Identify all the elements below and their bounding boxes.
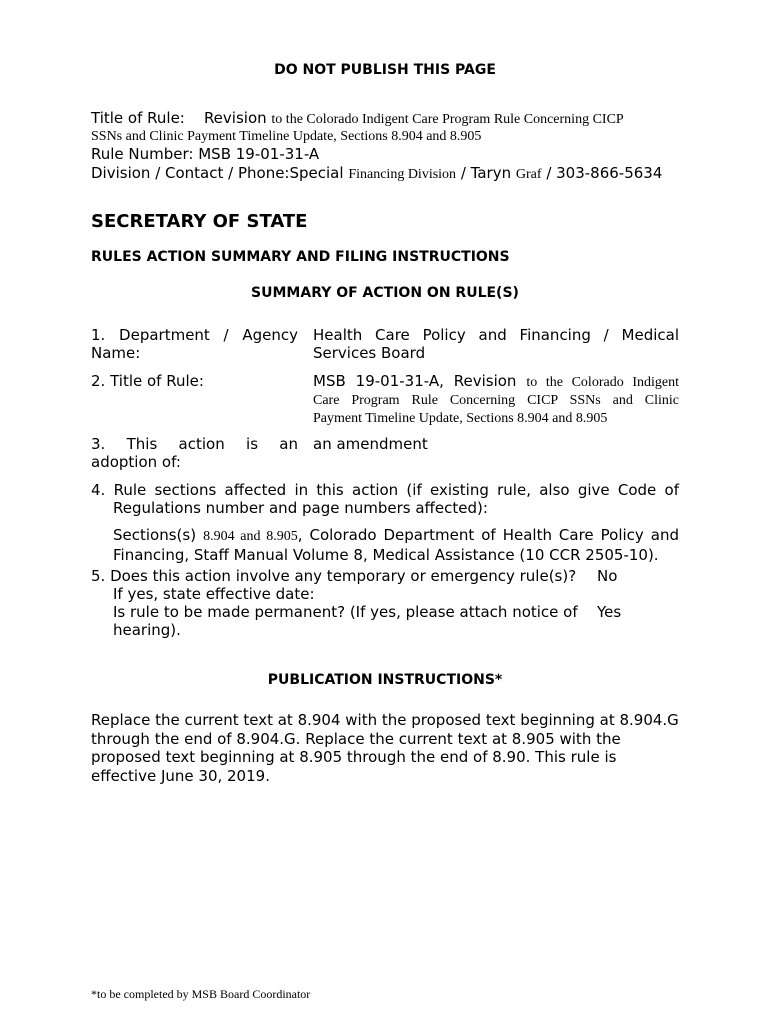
rule-number-line: Rule Number: MSB 19-01-31-A	[91, 145, 320, 163]
department-value-line-2: Services Board	[313, 344, 426, 362]
title-of-rule-label: 2. Title of Rule:	[91, 372, 204, 390]
department-value-line-1: Health Care Policy and Financing / Medical	[313, 326, 679, 344]
contact-division: Financing Division	[348, 167, 457, 182]
publication-text: Replace the current text at 8.904 with the proposed text beginning at 8.904.G through the end of 8.904.G. Replace the current text at 8.905 with the proposed text beginning at 8.905 through the end of 8.90. This rule is effective June 30, 2019.	[91, 711, 679, 785]
sections-prefix: Sections(s)	[113, 526, 197, 544]
sections-numbers: 8.904 and 8.905	[203, 529, 298, 544]
sections-affected	[113, 526, 679, 564]
department-label-line-2: Name:	[91, 344, 141, 362]
item-5-line-2: If yes, state effective date:	[113, 585, 315, 603]
title-word: Revision	[203, 109, 267, 127]
item-4	[91, 481, 679, 517]
title-value-text-3: Payment Timeline Update, Sections 8.904 and 8.905	[313, 411, 608, 426]
contact-line	[91, 164, 662, 184]
action-value: an amendment	[313, 435, 428, 453]
action-label-line-2: adoption of:	[91, 453, 181, 471]
item-5-line-1: 5. Does this action involve any temporary or emergency rule(s)?	[91, 567, 577, 585]
item-4-line-1: 4. Rule sections affected in this action (if existing rule, also give Code of	[91, 481, 679, 499]
sections-line-1	[113, 526, 679, 546]
action-label-line-1: 3. This action is an	[91, 435, 298, 453]
title-value-line-1	[313, 372, 679, 392]
secretary-of-state-heading: SECRETARY OF STATE	[91, 211, 308, 232]
title-label: Title of Rule:	[91, 109, 185, 127]
item-5-answer-no: No	[597, 567, 618, 585]
publication-heading: PUBLICATION INSTRUCTIONS*	[267, 672, 503, 688]
contact-name: / Taryn	[460, 164, 512, 182]
contact-phone: / 303-866-5634	[546, 164, 663, 182]
sections-line-2: Financing, Staff Manual Volume 8, Medical Assistance (10 CCR 2505-10).	[113, 546, 659, 564]
title-text: to the Colorado Indigent Care Program Rule Concerning CICP	[271, 112, 624, 127]
footnote: *to be completed by MSB Board Coordinator	[91, 987, 311, 1001]
title-value-code: MSB 19-01-31-A, Revision	[313, 372, 517, 390]
item-4-line-2: Regulations number and page numbers affected):	[113, 499, 488, 517]
title-value-text-2: Care Program Rule Concerning CICP SSNs and Clinic	[313, 393, 679, 408]
contact-surname: Graf	[515, 167, 542, 182]
department-label-line-1: 1. Department / Agency	[91, 326, 298, 344]
sections-rest-1: , Colorado Department of Health Care Policy and	[297, 526, 679, 544]
department-label	[91, 326, 298, 362]
item-5-line-4: hearing).	[113, 621, 181, 639]
item-5-line-3: Is rule to be made permanent? (If yes, please attach notice of	[113, 603, 578, 621]
item-5-answer-yes: Yes	[597, 603, 622, 621]
contact-prefix: Division / Contact / Phone:Special	[91, 164, 344, 182]
action-label	[91, 435, 298, 471]
summary-heading: SUMMARY OF ACTION ON RULE(S)	[251, 285, 519, 301]
rules-action-heading: RULES ACTION SUMMARY AND FILING INSTRUCTIONS	[91, 249, 510, 265]
department-value	[313, 326, 679, 362]
title-text-continued: SSNs and Clinic Payment Timeline Update, Sections 8.904 and 8.905	[91, 129, 482, 144]
do-not-publish-heading: DO NOT PUBLISH THIS PAGE	[274, 62, 496, 78]
title-of-rule-value	[313, 372, 679, 428]
title-value-text-1: to the Colorado Indigent	[526, 375, 679, 390]
title-of-rule-line	[91, 109, 624, 129]
